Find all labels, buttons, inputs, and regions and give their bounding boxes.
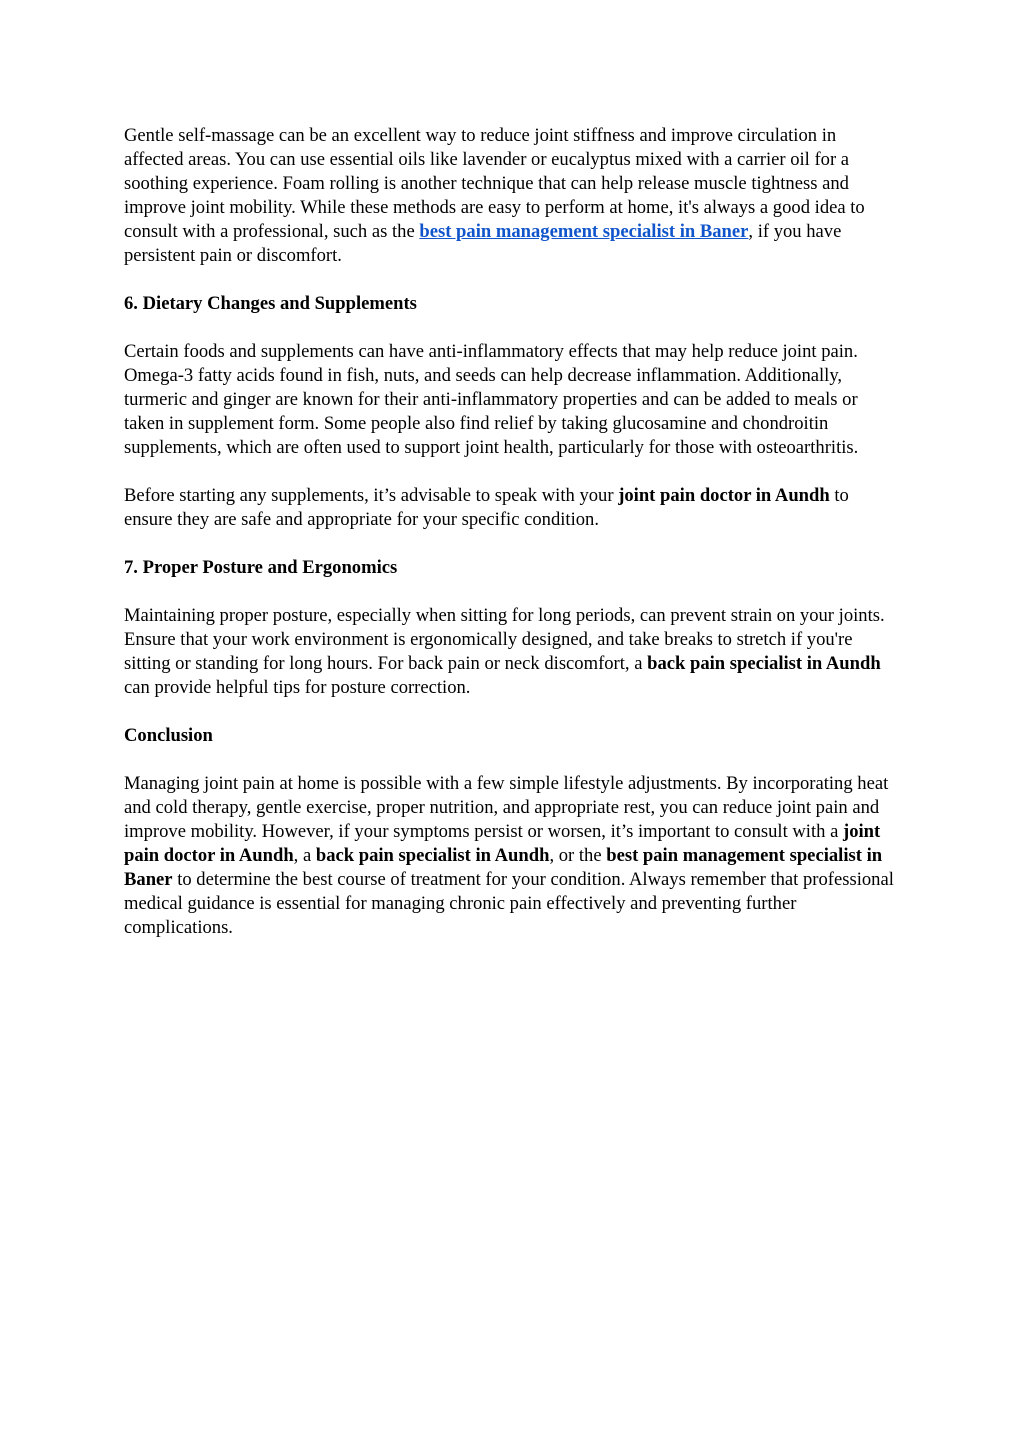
bold-joint-pain-doctor: joint pain doctor in Aundh <box>618 485 830 506</box>
paragraph-text: Maintaining proper posture, especially when sitting for long periods, can prevent strain on your joints. Ensure that your work environment is ergonomically designed, and take breaks to stretch if you're sitting or standing for long hours. For back pain or neck discomfort, a <box>124 605 885 674</box>
paragraph-text: to determine the best course of treatment for your condition. Always remember that professional medical guidance is essential for managing chronic pain effectively and preventing further complications. <box>124 869 894 938</box>
paragraph-text: , or the <box>549 845 607 866</box>
paragraph-conclusion <box>124 772 900 940</box>
document-page <box>124 124 900 964</box>
paragraph-text: Gentle self-massage can be an excellent way to reduce joint stiffness and improve circulation in affected areas. You can use essential oils like lavender or eucalyptus mixed with a carrier oil for a soothing experience. Foam rolling is another technique that can help release muscle tightness and improve joint mobility. While these methods are easy to perform at home, it's always a good idea to consult with a professional, such as the <box>124 125 865 242</box>
section-heading-posture: 7. Proper Posture and Ergonomics <box>124 557 398 578</box>
paragraph-self-massage <box>124 124 900 268</box>
paragraph-dietary: Certain foods and supplements can have anti-inflammatory effects that may help reduce joint pain. Omega-3 fatty acids found in fish, nuts, and seeds can help decrease inflammation. Additionally, turmeric and ginger are known for their anti-inflammatory properties and can be added to meals or taken in supplement form. Some people also find relief by taking glucosamine and chondroitin supplements, which are often used to support joint health, particularly for those with osteoarthritis. <box>124 341 859 458</box>
paragraph-text: to ensure they are safe and appropriate for your specific condition. <box>124 485 849 530</box>
paragraph-text: , a <box>293 845 316 866</box>
paragraph-text: , if you have persistent pain or discomfort. <box>124 221 842 266</box>
section-heading-dietary: 6. Dietary Changes and Supplements <box>124 293 417 314</box>
paragraph-posture <box>124 604 900 700</box>
bold-joint-pain-doctor: joint pain doctor in Aundh <box>124 821 881 866</box>
paragraph-text: Before starting any supplements, it’s advisable to speak with your <box>124 485 619 506</box>
section-heading-conclusion: Conclusion <box>124 725 213 746</box>
bold-back-pain-specialist: back pain specialist in Aundh <box>315 845 550 866</box>
paragraph-text: Managing joint pain at home is possible with a few simple lifestyle adjustments. By incorporating heat and cold therapy, gentle exercise, proper nutrition, and appropriate rest, you can reduce joint pain and improve mobility. However, if your symptoms persist or worsen, it’s important to consult with a <box>124 773 889 842</box>
paragraph-text: can provide helpful tips for posture correction. <box>124 677 471 698</box>
bold-back-pain-specialist: back pain specialist in Aundh <box>647 653 881 674</box>
bold-best-pain-management-specialist: best pain management specialist in Baner <box>124 845 883 890</box>
paragraph-supplements-advice <box>124 484 900 532</box>
link-best-pain-management-specialist-baner[interactable]: best pain management specialist in Baner <box>419 221 749 242</box>
